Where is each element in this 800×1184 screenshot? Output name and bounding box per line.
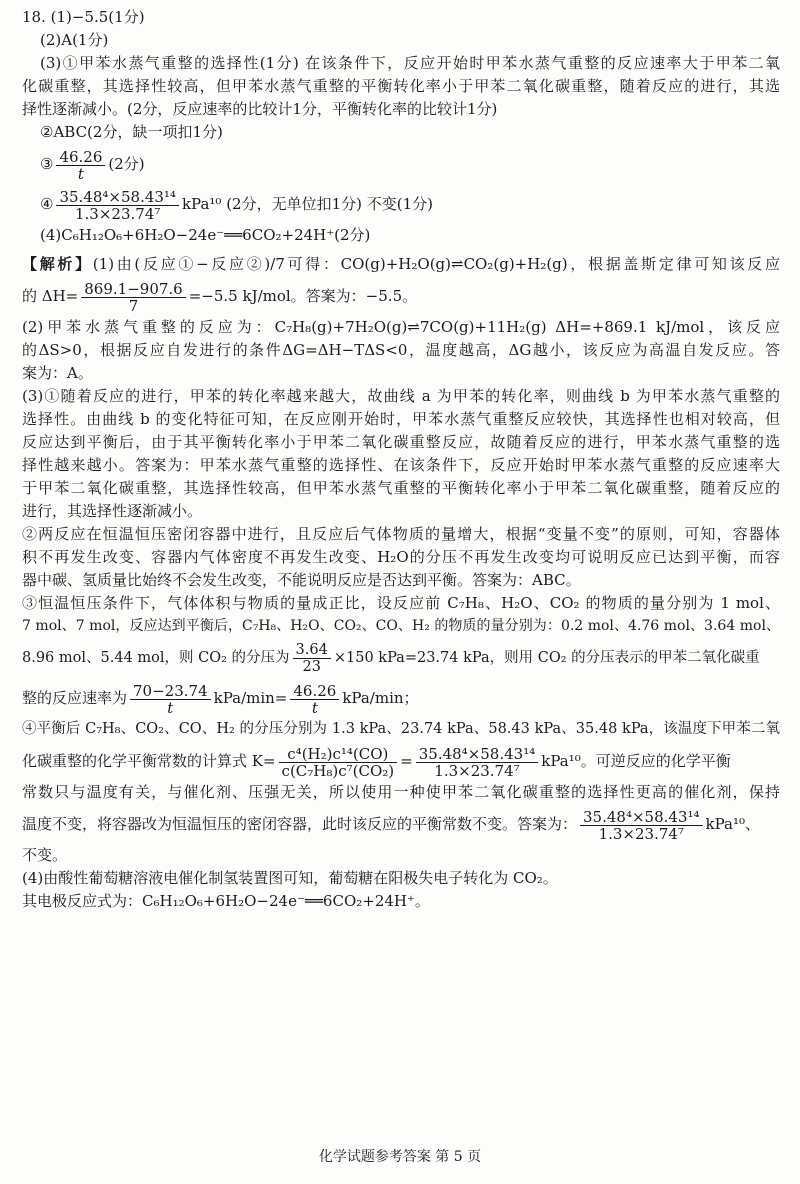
rate-fraction-1	[130, 683, 211, 716]
rate-prefix: 整的反应速率为	[22, 689, 128, 707]
jiexi-p2-line3: 案为：A。	[22, 364, 93, 382]
kp-fraction	[56, 189, 179, 222]
jiexi-p7-line1: (4)由酸性葡萄糖溶液电催化制氢装置图可知，葡萄糖在阳极失电子转化为 CO₂。	[22, 869, 558, 887]
fraction-numerator: 3.64	[293, 642, 331, 659]
partial-pressure-suffix: ×150 kPa=23.74 kPa，则用 CO₂ 的分压表示的甲苯二氧化碳重	[333, 650, 760, 666]
q18-part4: (4)C₆H₁₂O₆+6H₂O−24e⁻══6CO₂+24H⁺(2分)	[40, 226, 371, 244]
fraction-denominator: 7	[128, 296, 139, 315]
rate-fraction	[56, 149, 105, 182]
jiexi-p4-line1: ②两反应在恒温恒压密闭容器中进行，且反应后气体物质的量增大，根据“变量不变”的原则，可知，容器体	[22, 525, 780, 543]
fraction-denominator: c(C₇H₈)c⁷(CO₂)	[281, 761, 395, 780]
equals-sign: =	[400, 752, 413, 770]
sub3-score: (2分)	[108, 155, 145, 173]
fraction-numerator: 70−23.74	[130, 683, 211, 700]
rate-unit-mid: kPa/min=	[213, 689, 288, 707]
fraction-denominator: 1.3×23.74⁷	[75, 204, 161, 223]
variable-t: t	[311, 698, 318, 717]
jiexi-p7-line2: 其电极反应式为：C₆H₁₂O₆+6H₂O−24e⁻══6CO₂+24H⁺。	[22, 892, 430, 910]
jiexi-p2-line2: 的ΔS>0，根据反应自发进行的条件ΔG=ΔH−TΔS<0，温度越高，ΔG越小，该反应为高温自发反应。答	[22, 341, 780, 359]
jiexi-p3-line2: 选择性。由曲线 b 的变化特征可知，在反应刚开始时，甲苯水蒸气重整反应较快，其选择性也相对较高，但	[22, 410, 780, 428]
fraction-numerator: c⁴(H₂)c¹⁴(CO)	[279, 746, 398, 763]
fraction-numerator: 35.48⁴×58.43¹⁴	[416, 746, 539, 763]
jiexi-p6-line1: ④平衡后 C₇H₈、CO₂、CO、H₂ 的分压分别为 1.3 kPa、23.74 kPa、58.43 kPa、35.48 kPa，该温度下甲苯二氧	[22, 721, 780, 737]
fraction-numerator: 35.48⁴×58.43¹⁴	[580, 809, 703, 826]
sub3-prefix: ③	[40, 155, 54, 173]
k-suffix: kPa¹⁰。可逆反应的化学平衡	[541, 752, 731, 770]
jiexi-p3-line4: 择性越来越小。答案为：甲苯水蒸气重整的选择性、在该条件下，反应开始时甲苯水蒸气重整的反应速率大	[22, 456, 780, 474]
jiexi-p3-line6: 进行，其选择性逐渐减小。	[22, 502, 203, 520]
fraction-numerator: 869.1−907.6	[81, 281, 185, 298]
k-prefix: 化碳重整的化学平衡常数的计算式 K=	[22, 752, 276, 770]
variable-t: t	[167, 698, 174, 717]
jiexi-p5-line1: ③恒温恒压条件下，气体体积与物质的量成正比，设反应前 C₇H₈、H₂O、CO₂ 的物质的量分别为 1 mol、	[22, 594, 780, 612]
dh-prefix: 的 ΔH=	[22, 287, 79, 305]
jiexi-p3-line3: 反应达到平衡后，由于其平衡转化率小于甲苯二氧化碳重整反应，故随着反应的进行，甲苯水蒸气重整的选	[22, 433, 780, 451]
fraction-denominator: 1.3×23.74⁷	[434, 761, 520, 780]
k-value-fraction	[416, 746, 539, 779]
jiexi-p3-line5: 于甲苯二氧化碳重整，其选择性较高，但甲苯水蒸气重整的平衡转化率小于甲苯二氧化碳重整，随着反应的	[22, 479, 780, 497]
answer-content	[22, 6, 780, 913]
rate-unit-end: kPa/min；	[342, 689, 419, 707]
partial-pressure-prefix: 8.96 mol、5.44 mol，则 CO₂ 的分压为	[22, 650, 290, 666]
answer-prefix: 温度不变，将容器改为恒温恒压的密闭容器，此时该反应的平衡常数不变。答案为：	[22, 815, 578, 833]
fraction-numerator: 46.26	[290, 683, 339, 700]
jiexi-p2-line1: (2)甲苯水蒸气重整的反应为：C₇H₈(g)+7H₂O(g)⇌7CO(g)+11H₂(g) ΔH=+869.1 kJ/mol，该反应	[22, 318, 780, 336]
jiexi-p1-text: (1)由(反应①−反应②)/7可得：CO(g)+H₂O(g)⇌CO₂(g)+H₂(g)，根据盖斯定律可知该反应	[92, 255, 780, 273]
fraction-numerator: 35.48⁴×58.43¹⁴	[56, 189, 179, 206]
jiexi-p5-line4	[22, 678, 780, 718]
jiexi-p6-line5: 不变。	[22, 846, 68, 864]
answer-unit: kPa¹⁰、	[705, 815, 760, 833]
answer-fraction	[580, 809, 703, 842]
jiexi-p1-line2	[22, 276, 780, 316]
jiexi-p4-line3: 器中碳、氢质量比始终不会发生改变，不能说明反应是否达到平衡。答案为：ABC。	[22, 571, 581, 589]
rate-fraction-2	[290, 683, 339, 716]
q18-part3-sub4	[22, 184, 780, 224]
k-expression-fraction	[279, 746, 398, 779]
q18-part2: (2)A(1分)	[40, 31, 109, 49]
q18-part3-sub2: ②ABC(2分，缺一项扣1分)	[40, 123, 223, 141]
q18-part3-line2: 化碳重整，其选择性较高，但甲苯水蒸气重整的平衡转化率小于甲苯二氧化碳重整，随着反应的进行，其选	[22, 77, 780, 95]
fraction-denominator: 1.3×23.74⁷	[598, 824, 684, 843]
jiexi-tag: 【解析】	[22, 255, 93, 273]
fraction-denominator	[56, 166, 105, 182]
fraction-numerator: 46.26	[56, 149, 105, 166]
fraction-denominator: 23	[302, 658, 321, 675]
q18-part3-line1: (3)①甲苯水蒸气重整的选择性(1分) 在该条件下，反应开始时甲苯水蒸气重整的反应速率大于甲苯二氧	[40, 54, 780, 72]
dh-result: =−5.5 kJ/mol。答案为：−5.5。	[188, 287, 418, 305]
fraction-denominator	[290, 700, 339, 716]
page-footer: 化学试题参考答案 第 5 页	[318, 1149, 482, 1165]
ratio-fraction	[293, 642, 331, 675]
sub4-unit-score: kPa¹⁰ (2分，无单位扣1分) 不变(1分)	[181, 195, 434, 213]
jiexi-p5-line2: 7 mol、7 mol，反应达到平衡后，C₇H₈、H₂O、CO₂、CO、H₂ 的物质的量分别为：0.2 mol、4.76 mol、3.64 mol、	[22, 618, 780, 634]
jiexi-p6-line2	[22, 741, 780, 781]
jiexi-p6-line3: 常数只与温度有关，与催化剂、压强无关，所以使用一种使甲苯二氧化碳重整的选择性更高的催化剂，保持	[22, 783, 780, 801]
q18-part3-line3: 择性逐渐减小。(2分，反应速率的比较计1分，平衡转化率的比较计1分)	[22, 100, 498, 118]
jiexi-p6-line4	[22, 804, 780, 844]
jiexi-p1-line1	[22, 253, 780, 276]
q18-part3-sub3	[22, 144, 780, 184]
jiexi-p4-line2: 积不再发生改变、容器内气体密度不再发生改变、H₂O的分压不再发生改变均可说明反应已达到平衡，而容	[22, 548, 780, 566]
sub4-prefix: ④	[40, 195, 54, 213]
dh-fraction	[81, 281, 185, 314]
variable-t: t	[77, 164, 84, 183]
q18-part1: 18. (1)−5.5(1分)	[22, 8, 145, 26]
jiexi-p3-line1: (3)①随着反应的进行，甲苯的转化率越来越大，故曲线 a 为甲苯的转化率，则曲线 b 为甲苯水蒸气重整的	[22, 387, 780, 405]
fraction-denominator	[130, 700, 211, 716]
jiexi-p5-line3	[22, 638, 780, 678]
